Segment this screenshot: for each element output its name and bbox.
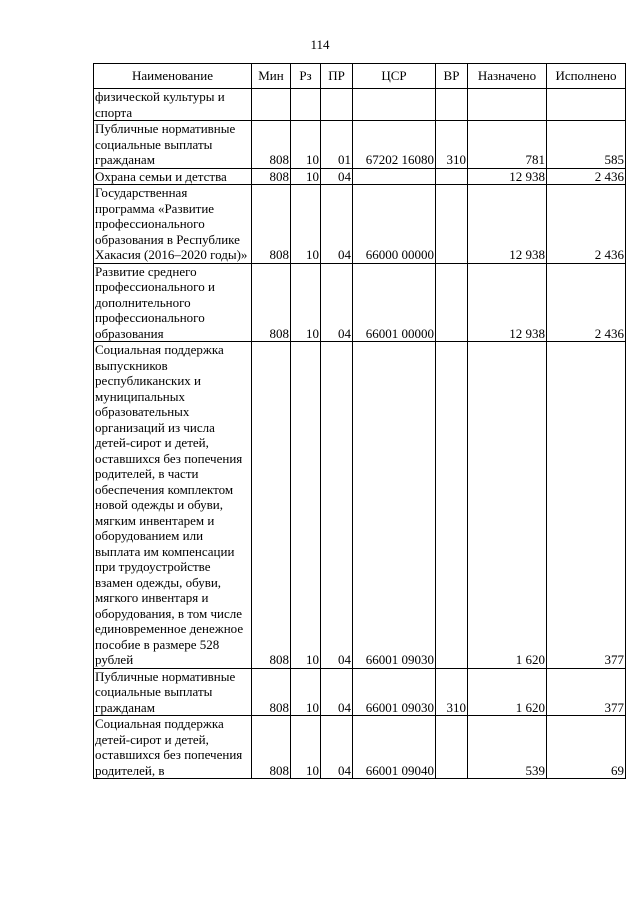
row-pr: 04 — [321, 716, 353, 779]
row-name: Социальная поддержка детей-сирот и детей, оставшихся без попечения родителей, в — [94, 716, 252, 779]
table-row — [94, 185, 626, 264]
row-executed: 2 436 — [547, 185, 626, 264]
row-csr: 66001 09040 — [353, 716, 436, 779]
row-executed: 585 — [547, 121, 626, 169]
row-pr: 04 — [321, 185, 353, 264]
row-planned: 539 — [468, 716, 547, 779]
page-number: 114 — [310, 37, 330, 52]
row-rz: 10 — [291, 716, 321, 779]
row-executed: 2 436 — [547, 168, 626, 185]
row-min: 808 — [252, 168, 291, 185]
row-pr: 04 — [321, 263, 353, 342]
row-name: Охрана семьи и детства — [94, 168, 252, 185]
row-planned: 12 938 — [468, 185, 547, 264]
row-pr: 04 — [321, 668, 353, 716]
header-pr: ПР — [321, 64, 353, 89]
row-planned — [468, 89, 547, 121]
row-name: Развитие среднего профессионального и дополнительного профессионального образования — [94, 263, 252, 342]
row-csr: 66001 09030 — [353, 668, 436, 716]
row-rz: 10 — [291, 168, 321, 185]
row-min: 808 — [252, 121, 291, 169]
row-csr: 66001 09030 — [353, 342, 436, 669]
row-vr — [436, 342, 468, 669]
table-row — [94, 668, 626, 716]
row-executed — [547, 89, 626, 121]
header-rz: Рз — [291, 64, 321, 89]
row-executed: 2 436 — [547, 263, 626, 342]
row-csr: 66001 00000 — [353, 263, 436, 342]
row-vr — [436, 89, 468, 121]
row-vr — [436, 185, 468, 264]
budget-table — [93, 63, 626, 779]
row-name: физической культуры и спорта — [94, 89, 252, 121]
row-min: 808 — [252, 263, 291, 342]
table-row — [94, 342, 626, 669]
row-rz: 10 — [291, 263, 321, 342]
table-row — [94, 121, 626, 169]
row-min: 808 — [252, 185, 291, 264]
table-row — [94, 716, 626, 779]
row-pr: 04 — [321, 168, 353, 185]
row-executed: 377 — [547, 668, 626, 716]
row-min: 808 — [252, 668, 291, 716]
row-name: Социальная поддержка выпускников республиканских и муниципальных образовательных организаций из числа детей-сирот и детей, оставшихся без попечения родителей, в части обеспечения комплектом новой одежды и обуви, мягким инвентарем и оборудованием или выплата им компенсации при трудоустройстве взамен одежды, обуви, мягкого инвентаря и оборудования, в том числе единовременное денежное пособие в размере 528 рублей — [94, 342, 252, 669]
header-planned: Назначено — [468, 64, 547, 89]
row-planned: 781 — [468, 121, 547, 169]
row-rz: 10 — [291, 668, 321, 716]
table-row — [94, 168, 626, 185]
row-rz: 10 — [291, 121, 321, 169]
table-header-row — [94, 64, 626, 89]
row-planned: 12 938 — [468, 263, 547, 342]
row-min: 808 — [252, 716, 291, 779]
row-pr — [321, 89, 353, 121]
row-rz: 10 — [291, 185, 321, 264]
table-row — [94, 263, 626, 342]
row-vr — [436, 168, 468, 185]
row-vr: 310 — [436, 668, 468, 716]
row-min — [252, 89, 291, 121]
row-vr — [436, 263, 468, 342]
row-vr — [436, 716, 468, 779]
row-csr: 67202 16080 — [353, 121, 436, 169]
row-executed: 69 — [547, 716, 626, 779]
table-row — [94, 89, 626, 121]
row-vr: 310 — [436, 121, 468, 169]
header-min: Мин — [252, 64, 291, 89]
row-executed: 377 — [547, 342, 626, 669]
row-name: Публичные нормативные социальные выплаты гражданам — [94, 121, 252, 169]
row-rz — [291, 89, 321, 121]
header-csr: ЦСР — [353, 64, 436, 89]
row-min: 808 — [252, 342, 291, 669]
row-planned: 1 620 — [468, 342, 547, 669]
row-name: Государственная программа «Развитие профессионального образования в Республике Хакасия (2016–2020 годы)» — [94, 185, 252, 264]
header-executed: Исполнено — [547, 64, 626, 89]
row-csr — [353, 168, 436, 185]
row-csr — [353, 89, 436, 121]
row-planned: 1 620 — [468, 668, 547, 716]
row-pr: 04 — [321, 342, 353, 669]
row-csr: 66000 00000 — [353, 185, 436, 264]
row-planned: 12 938 — [468, 168, 547, 185]
row-pr: 01 — [321, 121, 353, 169]
row-name: Публичные нормативные социальные выплаты гражданам — [94, 668, 252, 716]
header-name: Наименование — [94, 64, 252, 89]
header-vr: ВР — [436, 64, 468, 89]
row-rz: 10 — [291, 342, 321, 669]
